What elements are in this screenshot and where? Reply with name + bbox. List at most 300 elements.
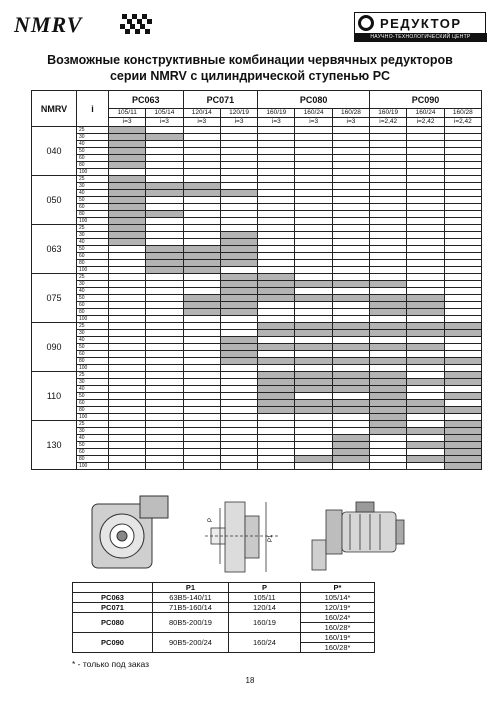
table-row	[32, 449, 482, 456]
empty-cell	[407, 435, 444, 442]
table-row	[32, 414, 482, 421]
empty-cell	[146, 407, 183, 414]
available-cell	[109, 148, 146, 155]
empty-cell	[332, 204, 369, 211]
empty-cell	[332, 302, 369, 309]
empty-cell	[332, 155, 369, 162]
table-row	[32, 337, 482, 344]
available-cell	[370, 295, 407, 302]
empty-cell	[258, 141, 295, 148]
table-row	[32, 267, 482, 274]
table-row	[32, 127, 482, 134]
empty-cell	[370, 162, 407, 169]
table-row	[32, 183, 482, 190]
table-row	[32, 288, 482, 295]
empty-cell	[109, 386, 146, 393]
empty-cell	[220, 407, 257, 414]
empty-cell	[295, 365, 332, 372]
empty-cell	[183, 435, 220, 442]
empty-cell	[295, 316, 332, 323]
empty-cell	[444, 260, 481, 267]
empty-cell	[183, 239, 220, 246]
empty-cell	[109, 442, 146, 449]
ratio-value: 30	[77, 183, 109, 190]
empty-cell	[295, 302, 332, 309]
empty-cell	[370, 435, 407, 442]
table-row	[32, 358, 482, 365]
empty-cell	[295, 274, 332, 281]
empty-cell	[407, 190, 444, 197]
available-cell	[407, 358, 444, 365]
empty-cell	[146, 218, 183, 225]
empty-cell	[109, 428, 146, 435]
empty-cell	[146, 379, 183, 386]
size-label: 050	[32, 176, 77, 225]
empty-cell	[444, 211, 481, 218]
empty-cell	[146, 344, 183, 351]
empty-cell	[146, 456, 183, 463]
available-cell	[370, 330, 407, 337]
available-cell	[258, 400, 295, 407]
available-cell	[332, 295, 369, 302]
empty-cell	[146, 127, 183, 134]
available-cell	[370, 323, 407, 330]
empty-cell	[370, 197, 407, 204]
empty-cell	[295, 253, 332, 260]
empty-cell	[258, 218, 295, 225]
available-cell	[370, 428, 407, 435]
ratio-value: 50	[77, 148, 109, 155]
available-cell	[109, 176, 146, 183]
empty-cell	[146, 225, 183, 232]
available-cell	[295, 379, 332, 386]
ratio-value: 40	[77, 386, 109, 393]
empty-cell	[220, 379, 257, 386]
empty-cell	[220, 463, 257, 470]
title-line-2: серии NMRV с цилиндрической ступенью PC	[109, 69, 391, 83]
model-header: 105/11	[109, 109, 146, 118]
ratio-value: 80	[77, 358, 109, 365]
empty-cell	[258, 176, 295, 183]
model-header: 120/19	[220, 109, 257, 118]
available-cell	[109, 239, 146, 246]
empty-cell	[444, 400, 481, 407]
table-row	[32, 428, 482, 435]
flange-header: P	[229, 583, 301, 593]
flange-p: 105/11	[229, 593, 301, 603]
available-cell	[444, 421, 481, 428]
empty-cell	[444, 232, 481, 239]
empty-cell	[258, 316, 295, 323]
table-row	[32, 344, 482, 351]
empty-cell	[258, 260, 295, 267]
ratio-value: 50	[77, 442, 109, 449]
ratio-header: i=3	[183, 118, 220, 127]
empty-cell	[444, 169, 481, 176]
empty-cell	[109, 421, 146, 428]
company-logo	[354, 12, 486, 42]
empty-cell	[183, 421, 220, 428]
empty-cell	[258, 225, 295, 232]
empty-cell	[258, 421, 295, 428]
ratio-value: 25	[77, 225, 109, 232]
available-cell	[109, 162, 146, 169]
ratio-header: i=3	[258, 118, 295, 127]
empty-cell	[407, 148, 444, 155]
flange-pstar: 120/19*	[301, 603, 375, 613]
empty-cell	[332, 463, 369, 470]
ratio-value: 25	[77, 176, 109, 183]
available-cell	[332, 281, 369, 288]
empty-cell	[407, 267, 444, 274]
empty-cell	[183, 197, 220, 204]
empty-cell	[220, 442, 257, 449]
empty-cell	[444, 246, 481, 253]
available-cell	[258, 407, 295, 414]
available-cell	[220, 281, 257, 288]
empty-cell	[183, 372, 220, 379]
empty-cell	[183, 337, 220, 344]
empty-cell	[109, 288, 146, 295]
available-cell	[444, 330, 481, 337]
flange-p1: 71B5-160/14	[153, 603, 229, 613]
empty-cell	[220, 197, 257, 204]
available-cell	[444, 456, 481, 463]
available-cell	[220, 260, 257, 267]
empty-cell	[183, 211, 220, 218]
title-line-1: Возможные конструктивные комбинации червячных редукторов	[47, 53, 453, 67]
ratio-value: 40	[77, 190, 109, 197]
table-row	[73, 613, 375, 623]
empty-cell	[183, 155, 220, 162]
empty-cell	[258, 183, 295, 190]
size-label: 110	[32, 372, 77, 421]
empty-cell	[444, 239, 481, 246]
available-cell	[332, 449, 369, 456]
empty-cell	[109, 295, 146, 302]
empty-cell	[407, 337, 444, 344]
empty-cell	[220, 134, 257, 141]
ratio-value: 50	[77, 246, 109, 253]
available-cell	[258, 323, 295, 330]
available-cell	[407, 400, 444, 407]
empty-cell	[220, 127, 257, 134]
empty-cell	[295, 337, 332, 344]
empty-cell	[146, 148, 183, 155]
empty-cell	[220, 225, 257, 232]
empty-cell	[183, 162, 220, 169]
empty-cell	[146, 463, 183, 470]
empty-cell	[258, 162, 295, 169]
empty-cell	[444, 225, 481, 232]
checkered-flag-icon	[118, 14, 156, 36]
available-cell	[220, 253, 257, 260]
empty-cell	[295, 309, 332, 316]
available-cell	[183, 302, 220, 309]
available-cell	[295, 295, 332, 302]
empty-cell	[220, 414, 257, 421]
empty-cell	[146, 428, 183, 435]
empty-cell	[109, 463, 146, 470]
empty-cell	[220, 365, 257, 372]
available-cell	[444, 407, 481, 414]
available-cell	[370, 400, 407, 407]
available-cell	[146, 260, 183, 267]
empty-cell	[407, 218, 444, 225]
empty-cell	[295, 288, 332, 295]
ratio-value: 60	[77, 253, 109, 260]
empty-cell	[407, 155, 444, 162]
available-cell	[258, 386, 295, 393]
empty-cell	[407, 365, 444, 372]
empty-cell	[220, 218, 257, 225]
empty-cell	[295, 176, 332, 183]
ratio-value: 80	[77, 211, 109, 218]
available-cell	[109, 225, 146, 232]
empty-cell	[444, 365, 481, 372]
empty-cell	[146, 162, 183, 169]
ratio-value: 40	[77, 141, 109, 148]
empty-cell	[258, 428, 295, 435]
model-header: 160/24	[295, 109, 332, 118]
empty-cell	[146, 351, 183, 358]
motor-drawing	[312, 502, 404, 570]
ratio-value: 60	[77, 449, 109, 456]
empty-cell	[407, 414, 444, 421]
available-cell	[183, 295, 220, 302]
empty-cell	[332, 316, 369, 323]
empty-cell	[407, 421, 444, 428]
available-cell	[220, 344, 257, 351]
available-cell	[444, 428, 481, 435]
empty-cell	[407, 372, 444, 379]
model-header: 120/14	[183, 109, 220, 118]
empty-cell	[444, 274, 481, 281]
empty-cell	[109, 302, 146, 309]
combinations-table	[31, 90, 482, 470]
empty-cell	[109, 316, 146, 323]
empty-cell	[370, 127, 407, 134]
empty-cell	[109, 267, 146, 274]
empty-cell	[258, 197, 295, 204]
size-label: 075	[32, 274, 77, 323]
empty-cell	[146, 288, 183, 295]
empty-cell	[220, 330, 257, 337]
group-header: PC071	[183, 91, 258, 109]
model-header: 160/24	[407, 109, 444, 118]
empty-cell	[109, 456, 146, 463]
group-header: PC080	[258, 91, 370, 109]
empty-cell	[146, 204, 183, 211]
ratio-header: i=3	[109, 118, 146, 127]
available-cell	[295, 323, 332, 330]
empty-cell	[183, 141, 220, 148]
reducer-drawings	[80, 490, 440, 580]
empty-cell	[220, 393, 257, 400]
empty-cell	[258, 190, 295, 197]
available-cell	[109, 155, 146, 162]
empty-cell	[332, 239, 369, 246]
empty-cell	[220, 148, 257, 155]
ratio-value: 40	[77, 337, 109, 344]
empty-cell	[407, 281, 444, 288]
table-row	[32, 281, 482, 288]
empty-cell	[444, 337, 481, 344]
empty-cell	[407, 274, 444, 281]
empty-cell	[407, 393, 444, 400]
flange-table	[72, 582, 375, 653]
available-cell	[220, 232, 257, 239]
empty-cell	[109, 407, 146, 414]
empty-cell	[109, 449, 146, 456]
available-cell	[444, 323, 481, 330]
empty-cell	[258, 127, 295, 134]
empty-cell	[370, 148, 407, 155]
empty-cell	[183, 148, 220, 155]
empty-cell	[183, 288, 220, 295]
empty-cell	[370, 449, 407, 456]
empty-cell	[258, 169, 295, 176]
table-row	[32, 442, 482, 449]
empty-cell	[444, 176, 481, 183]
empty-cell	[258, 155, 295, 162]
empty-cell	[183, 330, 220, 337]
table-row	[32, 190, 482, 197]
empty-cell	[370, 169, 407, 176]
empty-cell	[258, 246, 295, 253]
available-cell	[183, 183, 220, 190]
available-cell	[146, 253, 183, 260]
dim-label-p: P	[208, 517, 214, 522]
empty-cell	[146, 197, 183, 204]
model-header: 160/28	[332, 109, 369, 118]
empty-cell	[444, 316, 481, 323]
empty-cell	[295, 134, 332, 141]
empty-cell	[295, 169, 332, 176]
empty-cell	[332, 162, 369, 169]
empty-cell	[407, 288, 444, 295]
available-cell	[370, 358, 407, 365]
empty-cell	[370, 211, 407, 218]
group-header: PC090	[370, 91, 482, 109]
flange-model: PC080	[73, 613, 153, 633]
available-cell	[220, 190, 257, 197]
available-cell	[146, 190, 183, 197]
empty-cell	[444, 141, 481, 148]
ratio-value: 60	[77, 302, 109, 309]
empty-cell	[258, 134, 295, 141]
ratio-value: 80	[77, 407, 109, 414]
empty-cell	[332, 197, 369, 204]
empty-cell	[220, 323, 257, 330]
empty-cell	[220, 183, 257, 190]
ratio-value: 25	[77, 421, 109, 428]
available-cell	[220, 309, 257, 316]
available-cell	[220, 358, 257, 365]
table-row	[32, 218, 482, 225]
empty-cell	[109, 281, 146, 288]
empty-cell	[295, 393, 332, 400]
flange-p: 160/24	[229, 633, 301, 653]
empty-cell	[146, 435, 183, 442]
empty-cell	[109, 379, 146, 386]
empty-cell	[332, 246, 369, 253]
footnote: * - только под заказ	[72, 659, 150, 669]
ratio-value: 40	[77, 435, 109, 442]
table-row	[32, 407, 482, 414]
empty-cell	[370, 463, 407, 470]
empty-cell	[332, 211, 369, 218]
empty-cell	[146, 393, 183, 400]
available-cell	[109, 127, 146, 134]
empty-cell	[258, 435, 295, 442]
available-cell	[332, 386, 369, 393]
available-cell	[407, 456, 444, 463]
empty-cell	[183, 344, 220, 351]
size-label: 063	[32, 225, 77, 274]
ratio-value: 60	[77, 351, 109, 358]
empty-cell	[109, 337, 146, 344]
available-cell	[370, 309, 407, 316]
empty-cell	[220, 211, 257, 218]
available-cell	[258, 274, 295, 281]
flange-p: 120/14	[229, 603, 301, 613]
empty-cell	[295, 442, 332, 449]
empty-cell	[295, 421, 332, 428]
ratio-value: 25	[77, 127, 109, 134]
empty-cell	[146, 386, 183, 393]
empty-cell	[183, 400, 220, 407]
available-cell	[258, 295, 295, 302]
empty-cell	[183, 351, 220, 358]
empty-cell	[183, 456, 220, 463]
empty-cell	[295, 225, 332, 232]
empty-cell	[146, 365, 183, 372]
empty-cell	[370, 442, 407, 449]
empty-cell	[332, 351, 369, 358]
empty-cell	[109, 169, 146, 176]
flange-pstar: 105/14*	[301, 593, 375, 603]
empty-cell	[146, 169, 183, 176]
available-cell	[146, 246, 183, 253]
empty-cell	[220, 155, 257, 162]
flange-p1: 63B5-140/11	[153, 593, 229, 603]
empty-cell	[258, 449, 295, 456]
available-cell	[146, 134, 183, 141]
empty-cell	[183, 407, 220, 414]
empty-cell	[370, 274, 407, 281]
empty-cell	[220, 421, 257, 428]
table-row	[32, 309, 482, 316]
empty-cell	[444, 309, 481, 316]
empty-cell	[109, 372, 146, 379]
empty-cell	[183, 323, 220, 330]
empty-cell	[370, 225, 407, 232]
empty-cell	[407, 253, 444, 260]
empty-cell	[220, 141, 257, 148]
available-cell	[183, 267, 220, 274]
ratio-header: i=3	[220, 118, 257, 127]
table-row	[32, 400, 482, 407]
empty-cell	[258, 302, 295, 309]
empty-cell	[370, 134, 407, 141]
empty-cell	[332, 218, 369, 225]
empty-cell	[183, 358, 220, 365]
table-row	[32, 141, 482, 148]
empty-cell	[444, 148, 481, 155]
available-cell	[258, 288, 295, 295]
empty-cell	[407, 232, 444, 239]
